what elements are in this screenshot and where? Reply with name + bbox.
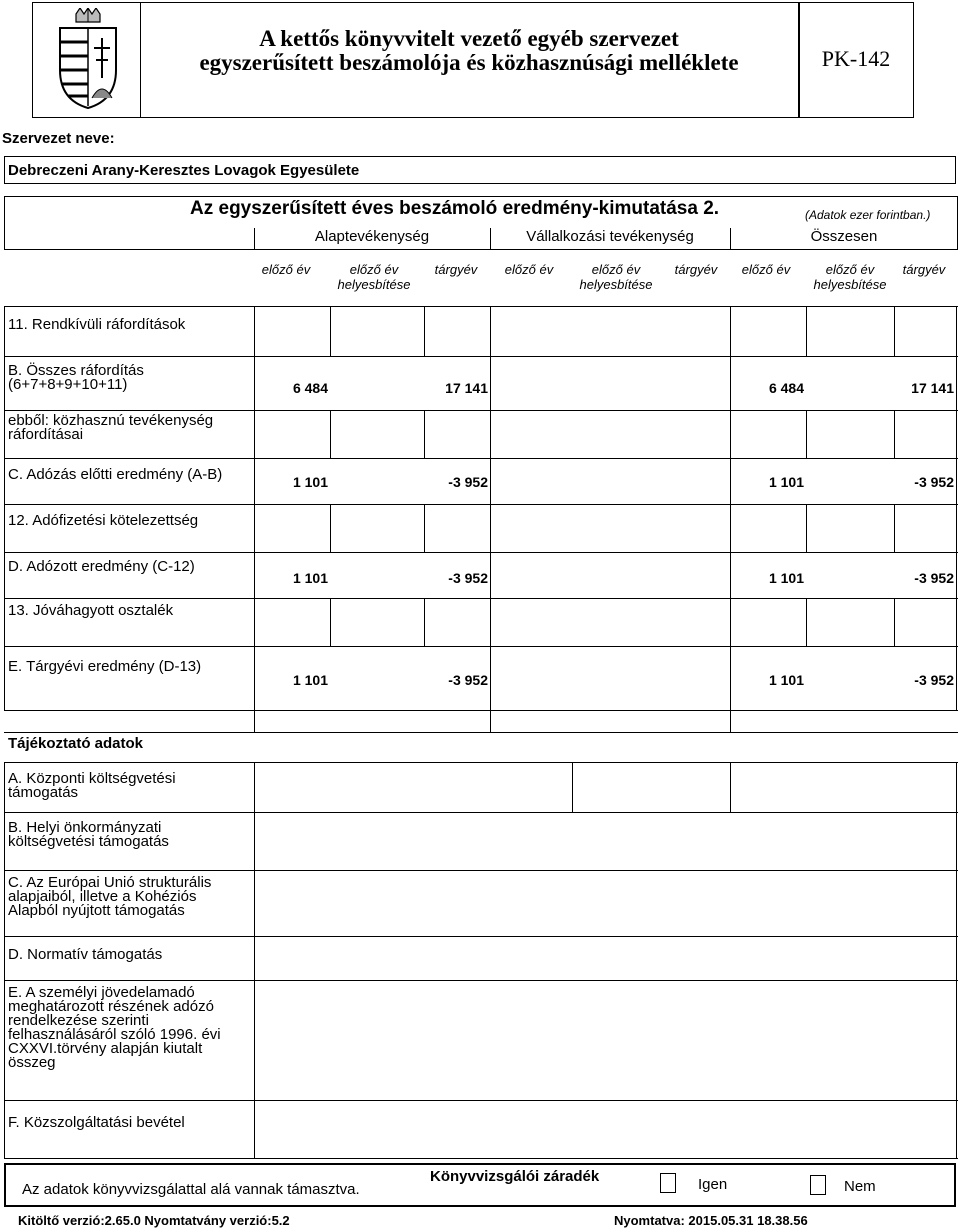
units-note: (Adatok ezer forintban.) — [805, 208, 931, 222]
cell-ossz-prev: 1 101 — [768, 474, 804, 490]
cell-alap-prev: 1 101 — [292, 570, 328, 586]
yes-label: Igen — [698, 1176, 728, 1193]
row-label-osztalek: 13. Jóváhagyott osztalék — [8, 602, 174, 619]
col-header-corr: előző év helyesbítése — [813, 262, 887, 292]
cell-ossz-prev: 1 101 — [768, 672, 804, 688]
col-header-corr: előző év helyesbítése — [579, 262, 653, 292]
cell-ossz-cur: 17 141 — [911, 380, 954, 396]
info-item-kozszolgaltatasi: F. Közszolgáltatási bevétel — [8, 1114, 185, 1131]
cell-ossz-cur: -3 952 — [914, 474, 954, 490]
info-item-kozponti: A. Központi költségvetési támogatás — [8, 770, 176, 801]
row-label-adozott: D. Adózott eredmény (C-12) — [8, 558, 195, 575]
info-item-szja: E. A személyi jövedelamadó meghatározott részének adózó rendelkezése szerinti felhasználásáról szóló 1996. évi CXXVI.törvény alapján kiutalt összeg — [8, 984, 221, 1071]
hungarian-coat-of-arms-icon — [52, 8, 124, 112]
cell-alap-prev: 1 101 — [292, 672, 328, 688]
row-label-adofizetesi: 12. Adófizetési kötelezettség — [8, 512, 199, 529]
col-header-prev: előző év — [261, 262, 311, 277]
group-header-alap: Alaptevékenység — [314, 228, 430, 245]
row-label-osszes-raforditas: B. Összes ráfordítás (6+7+8+9+10+11) — [8, 362, 144, 393]
col-header-corr: előző év helyesbítése — [337, 262, 411, 292]
organization-name: Debreczeni Arany-Keresztes Lovagok Egyesülete — [8, 162, 360, 179]
group-header-vallalkozasi: Vállalkozási tevékenység — [526, 228, 694, 245]
row-label-targyevi: E. Tárgyévi eredmény (D-13) — [8, 658, 202, 675]
form-title-line2: egyszerűsített beszámolója és közhasznúsági melléklete — [199, 50, 739, 75]
col-header-cur: tárgyév — [434, 262, 478, 277]
form-code: PK-142 — [821, 46, 891, 71]
row-label-adozas-elotti: C. Adózás előtti eredmény (A-B) — [8, 466, 223, 483]
info-item-eu: C. Az Európai Unió strukturális alapjaiból, illetve a Kohéziós Alapból nyújtott támogatás — [8, 874, 212, 919]
cell-ossz-prev: 1 101 — [768, 570, 804, 586]
cell-ossz-cur: -3 952 — [914, 672, 954, 688]
form-title-line1: A kettős könyvvitelt vezető egyéb szervezet — [259, 26, 679, 51]
col-header-prev: előző év — [741, 262, 791, 277]
cell-alap-cur: -3 952 — [448, 672, 488, 688]
print-timestamp: Nyomtatva: 2015.05.31 18.38.56 — [614, 1213, 808, 1228]
cell-alap-cur: -3 952 — [448, 570, 488, 586]
version-info: Kitöltő verzió:2.65.0 Nyomtatvány verzió:5.2 — [18, 1213, 290, 1228]
cell-ossz-prev: 6 484 — [768, 380, 804, 396]
no-label: Nem — [844, 1178, 876, 1195]
section-title: Az egyszerűsített éves beszámoló eredmény-kimutatása 2. — [190, 198, 720, 219]
info-item-helyi: B. Helyi önkormányzati költségvetési támogatás — [8, 819, 169, 850]
cell-alap-cur: 17 141 — [445, 380, 488, 396]
cell-ossz-cur: -3 952 — [914, 570, 954, 586]
col-header-cur: tárgyév — [674, 262, 718, 277]
no-checkbox[interactable] — [810, 1175, 826, 1195]
organization-label: Szervezet neve: — [2, 130, 115, 147]
col-header-cur: tárgyév — [902, 262, 946, 277]
row-label-rendkivuli: 11. Rendkívüli ráfordítások — [8, 316, 186, 333]
row-label-kozhasznu: ebből: közhasznú tevékenység ráfordításai — [8, 412, 214, 443]
header-divider — [140, 2, 141, 118]
info-title: Tájékoztató adatok — [8, 735, 144, 752]
col-header-prev: előző év — [504, 262, 554, 277]
audit-statement: Az adatok könyvvizsgálattal alá vannak támasztva. — [22, 1181, 360, 1198]
cell-alap-cur: -3 952 — [448, 474, 488, 490]
group-header-osszesen: Összesen — [810, 228, 878, 245]
yes-checkbox[interactable] — [660, 1173, 676, 1193]
audit-clause-title: Könyvvizsgálói záradék — [430, 1168, 600, 1185]
info-item-normativ: D. Normatív támogatás — [8, 946, 163, 963]
cell-alap-prev: 1 101 — [292, 474, 328, 490]
cell-alap-prev: 6 484 — [292, 380, 328, 396]
